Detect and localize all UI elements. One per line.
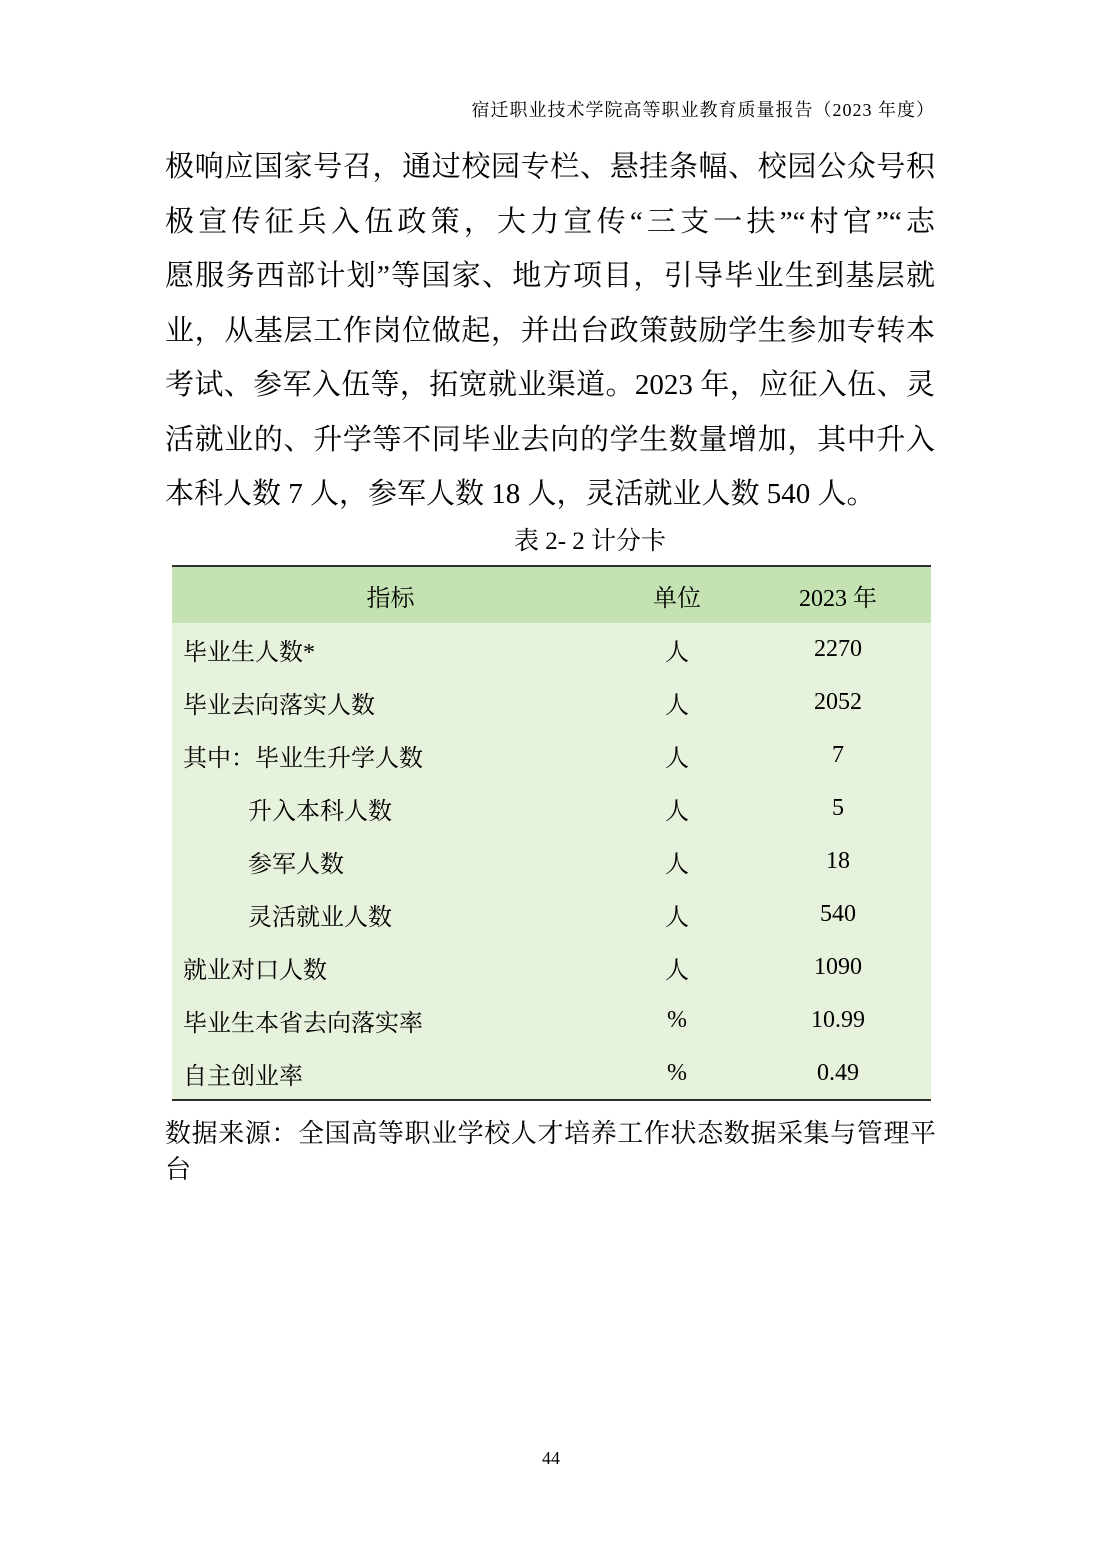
table-row <box>172 1047 931 1100</box>
table-row <box>172 941 931 994</box>
value-cell: 1090 <box>745 941 931 994</box>
running-header: 宿迁职业技术学院高等职业教育质量报告（2023 年度） <box>471 100 935 120</box>
indicator-cell: 参军人数 <box>172 835 609 888</box>
value-cell: 7 <box>745 729 931 782</box>
indicator-cell: 其中：毕业生升学人数 <box>172 729 609 782</box>
table-row <box>172 729 931 782</box>
indicator-cell: 毕业去向落实人数 <box>172 676 609 729</box>
unit-cell: 人 <box>609 888 745 941</box>
paragraph-line: 业，从基层工作岗位做起，并出台政策鼓励学生参加专转本 <box>165 314 935 347</box>
paragraph-line: 极响应国家号召，通过校园专栏、悬挂条幅、校园公众号积 <box>165 151 935 183</box>
indicator-cell: 升入本科人数 <box>172 782 609 835</box>
unit-cell: 人 <box>609 729 745 782</box>
indicator-cell: 灵活就业人数 <box>172 888 609 941</box>
value-cell: 18 <box>745 835 931 888</box>
page-number: 44 <box>542 1448 560 1468</box>
table-row <box>172 888 931 941</box>
paragraph-line: 极宣传征兵入伍政策，大力宣传“三支一扶”“村官”“志 <box>165 205 935 238</box>
value-cell: 0.49 <box>745 1047 931 1100</box>
table-caption: 表 2- 2 计分卡 <box>513 528 667 555</box>
value-cell: 5 <box>745 782 931 835</box>
table-row <box>172 623 931 676</box>
indicator-cell: 毕业生人数* <box>172 623 609 676</box>
value-cell: 10.99 <box>745 994 931 1047</box>
unit-cell: 人 <box>609 676 745 729</box>
paragraph-line: 愿服务西部计划”等国家、地方项目，引导毕业生到基层就 <box>165 260 935 292</box>
paragraph-line: 考试、参军入伍等，拓宽就业渠道。2023 年，应征入伍、灵 <box>165 369 935 401</box>
table-row <box>172 994 931 1047</box>
paragraph-line: 活就业的、升学等不同毕业去向的学生数量增加，其中升入 <box>165 423 935 456</box>
scorecard-table <box>172 565 931 1101</box>
value-cell: 2052 <box>745 676 931 729</box>
value-cell: 540 <box>745 888 931 941</box>
value-cell: 2270 <box>745 623 931 676</box>
table-row <box>172 835 931 888</box>
indicator-cell: 自主创业率 <box>172 1047 609 1100</box>
indicator-cell: 就业对口人数 <box>172 941 609 994</box>
table-row <box>172 676 931 729</box>
unit-cell: 人 <box>609 782 745 835</box>
column-header-year: 2023 年 <box>745 566 931 623</box>
body-paragraph <box>165 140 935 522</box>
table-row <box>172 782 931 835</box>
unit-cell: 人 <box>609 941 745 994</box>
unit-cell: 人 <box>609 835 745 888</box>
table-header-row <box>172 566 931 623</box>
data-source-note: 数据来源：全国高等职业学校人才培养工作状态数据采集与管理平台 <box>165 1119 936 1184</box>
column-header-indicator: 指标 <box>172 566 609 623</box>
unit-cell: % <box>609 1047 745 1100</box>
column-header-unit: 单位 <box>609 566 745 623</box>
paragraph-line: 本科人数 7 人，参军人数 18 人，灵活就业人数 540 人。 <box>165 478 876 510</box>
unit-cell: 人 <box>609 623 745 676</box>
indicator-cell: 毕业生本省去向落实率 <box>172 994 609 1047</box>
unit-cell: % <box>609 994 745 1047</box>
